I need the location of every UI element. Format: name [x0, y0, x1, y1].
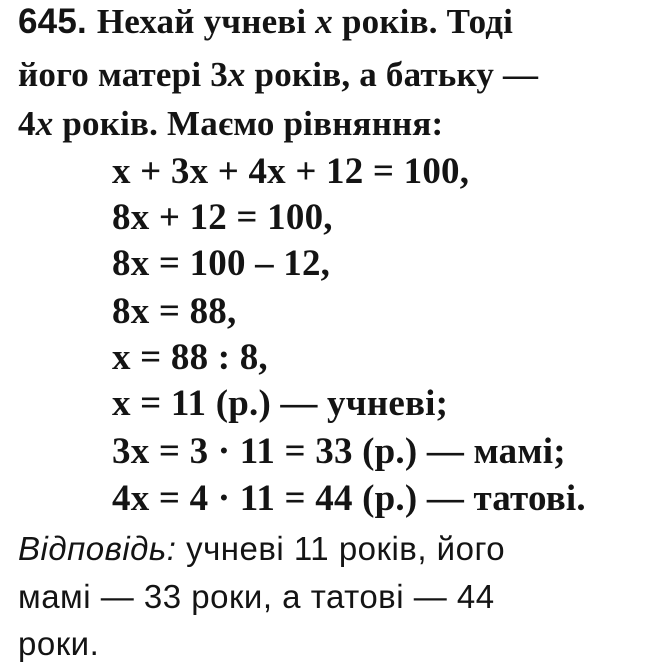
- intro-line-1: [18, 0, 513, 44]
- intro-var-1: x: [315, 2, 333, 41]
- intro-var-3: x: [35, 104, 54, 143]
- equation-line: 4x = 4 · 11 = 44 (р.) — татові.: [112, 478, 586, 519]
- answer-line-1: [18, 527, 505, 571]
- equation-line: x = 88 : 8,: [112, 337, 268, 378]
- intro-text-2b: років, а батьку —: [245, 55, 539, 94]
- intro-text-2a: його матері 3: [18, 55, 228, 94]
- answer-label: Відповідь:: [18, 530, 177, 567]
- intro-text-3b: років. Маємо рівняння:: [53, 104, 444, 143]
- problem-number: 645.: [18, 2, 87, 41]
- equation-line: 8x = 88,: [112, 291, 237, 332]
- intro-text-1a: Нехай учневі: [96, 2, 316, 41]
- equation-line: x = 11 (р.) — учневі;: [112, 383, 449, 424]
- answer-text-1: учневі 11 років, його: [176, 530, 506, 567]
- intro-line-3: [18, 102, 443, 146]
- intro-text-3a: 4: [18, 104, 36, 143]
- equation-line: 8x = 100 – 12,: [112, 243, 331, 284]
- equation-line: 3x = 3 · 11 = 33 (р.) — мамі;: [112, 431, 566, 472]
- intro-var-2: x: [227, 55, 246, 94]
- answer-line-3: роки.: [18, 625, 100, 662]
- equation-line: x + 3x + 4x + 12 = 100,: [112, 151, 470, 192]
- intro-text-1b: років. Тоді: [333, 2, 514, 41]
- equation-line: 8x + 12 = 100,: [112, 197, 333, 238]
- intro-line-2: [18, 53, 538, 97]
- answer-line-2: мамі — 33 роки, а татові — 44: [18, 578, 495, 615]
